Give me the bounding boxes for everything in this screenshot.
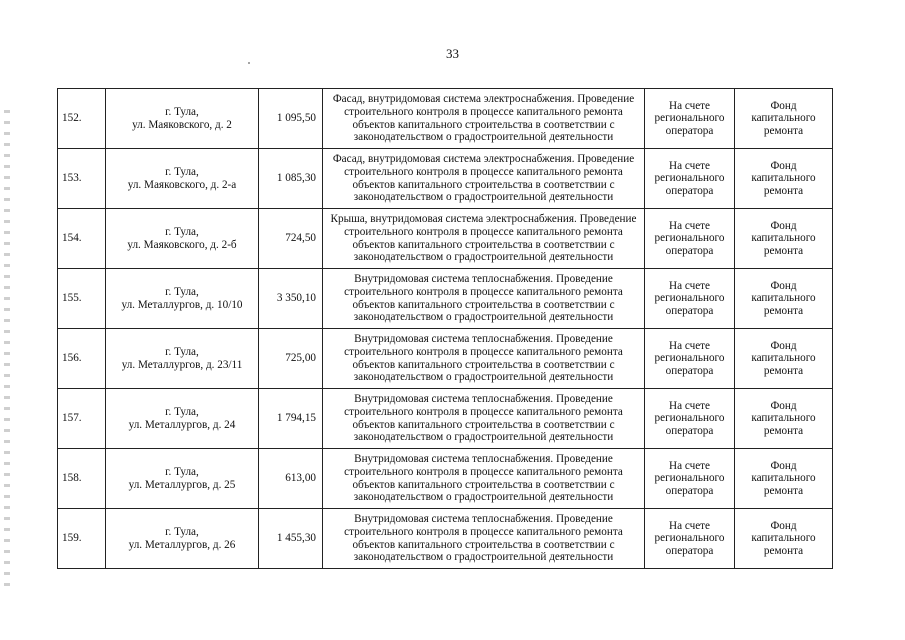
table-row <box>58 149 833 209</box>
funding-source-cell: Фонд капитального ремонта <box>735 329 833 389</box>
address-street: ул. Металлургов, д. 24 <box>128 418 236 431</box>
work-description: Внутридомовая система теплоснабжения. Проведение строительного контроля в процессе капитального ремонта объектов капитального строительства в соответствии с законодательством о градостроительной деятельности <box>323 389 645 449</box>
address-city: г. Тула, <box>165 525 199 538</box>
address-city: г. Тула, <box>165 465 199 478</box>
table-body <box>58 89 833 569</box>
cost-cell: 613,00 <box>259 449 323 509</box>
page-number: 33 <box>446 46 459 61</box>
cost-cell: 725,00 <box>259 329 323 389</box>
table-row <box>58 509 833 569</box>
scan-speck <box>248 62 250 64</box>
work-description: Крыша, внутридомовая система электроснабжения. Проведение строительного контроля в процессе капитального ремонта объектов капитального строительства в соответствии с законодательством о градостроительной деятельности <box>323 209 645 269</box>
table-row <box>58 89 833 149</box>
row-number: 157. <box>58 389 106 449</box>
cost-cell: 1 455,30 <box>259 509 323 569</box>
address-street: ул. Металлургов, д. 25 <box>128 478 236 491</box>
scan-margin-marks <box>4 110 10 590</box>
work-description: Внутридомовая система теплоснабжения. Проведение строительного контроля в процессе капитального ремонта объектов капитального строительства в соответствии с законодательством о градостроительной деятельности <box>323 329 645 389</box>
account-cell: На счете регионального оператора <box>645 389 735 449</box>
address-city: г. Тула, <box>165 225 199 238</box>
address-cell <box>106 149 259 209</box>
funding-source-cell: Фонд капитального ремонта <box>735 389 833 449</box>
table-row <box>58 449 833 509</box>
address-cell <box>106 449 259 509</box>
address-cell <box>106 389 259 449</box>
cost-cell: 724,50 <box>259 209 323 269</box>
cost-cell: 1 095,50 <box>259 89 323 149</box>
work-description: Фасад, внутридомовая система электроснабжения. Проведение строительного контроля в процессе капитального ремонта объектов капитального строительства в соответствии с законодательством о градостроительной деятельности <box>323 149 645 209</box>
funding-source-cell: Фонд капитального ремонта <box>735 449 833 509</box>
table-row <box>58 389 833 449</box>
address-street: ул. Маяковского, д. 2 <box>132 118 232 131</box>
account-cell: На счете регионального оператора <box>645 449 735 509</box>
address-city: г. Тула, <box>165 105 199 118</box>
work-description: Внутридомовая система теплоснабжения. Проведение строительного контроля в процессе капитального ремонта объектов капитального строительства в соответствии с законодательством о градостроительной деятельности <box>323 269 645 329</box>
address-cell <box>106 209 259 269</box>
account-cell: На счете регионального оператора <box>645 329 735 389</box>
cost-cell: 1 794,15 <box>259 389 323 449</box>
table-row <box>58 329 833 389</box>
account-cell: На счете регионального оператора <box>645 89 735 149</box>
work-description: Внутридомовая система теплоснабжения. Проведение строительного контроля в процессе капитального ремонта объектов капитального строительства в соответствии с законодательством о градостроительной деятельности <box>323 509 645 569</box>
funding-source-cell: Фонд капитального ремонта <box>735 209 833 269</box>
cost-cell: 3 350,10 <box>259 269 323 329</box>
table-row <box>58 269 833 329</box>
address-cell <box>106 269 259 329</box>
address-city: г. Тула, <box>165 165 199 178</box>
row-number: 153. <box>58 149 106 209</box>
repair-works-table <box>57 88 833 569</box>
address-city: г. Тула, <box>165 345 199 358</box>
funding-source-cell: Фонд капитального ремонта <box>735 89 833 149</box>
row-number: 152. <box>58 89 106 149</box>
account-cell: На счете регионального оператора <box>645 509 735 569</box>
account-cell: На счете регионального оператора <box>645 149 735 209</box>
address-street: ул. Маяковского, д. 2-б <box>127 238 237 251</box>
address-street: ул. Маяковского, д. 2-а <box>127 178 237 191</box>
funding-source-cell: Фонд капитального ремонта <box>735 269 833 329</box>
row-number: 156. <box>58 329 106 389</box>
row-number: 158. <box>58 449 106 509</box>
address-city: г. Тула, <box>165 405 199 418</box>
address-street: ул. Металлургов, д. 10/10 <box>121 298 243 311</box>
table-row <box>58 209 833 269</box>
account-cell: На счете регионального оператора <box>645 209 735 269</box>
address-street: ул. Металлургов, д. 23/11 <box>121 358 243 371</box>
address-cell <box>106 89 259 149</box>
funding-source-cell: Фонд капитального ремонта <box>735 149 833 209</box>
row-number: 154. <box>58 209 106 269</box>
account-cell: На счете регионального оператора <box>645 269 735 329</box>
cost-cell: 1 085,30 <box>259 149 323 209</box>
row-number: 159. <box>58 509 106 569</box>
row-number: 155. <box>58 269 106 329</box>
work-description: Внутридомовая система теплоснабжения. Проведение строительного контроля в процессе капитального ремонта объектов капитального строительства в соответствии с законодательством о градостроительной деятельности <box>323 449 645 509</box>
funding-source-cell: Фонд капитального ремонта <box>735 509 833 569</box>
address-street: ул. Металлургов, д. 26 <box>128 538 236 551</box>
address-cell <box>106 329 259 389</box>
address-cell <box>106 509 259 569</box>
address-city: г. Тула, <box>165 285 199 298</box>
work-description: Фасад, внутридомовая система электроснабжения. Проведение строительного контроля в процессе капитального ремонта объектов капитального строительства в соответствии с законодательством о градостроительной деятельности <box>323 89 645 149</box>
